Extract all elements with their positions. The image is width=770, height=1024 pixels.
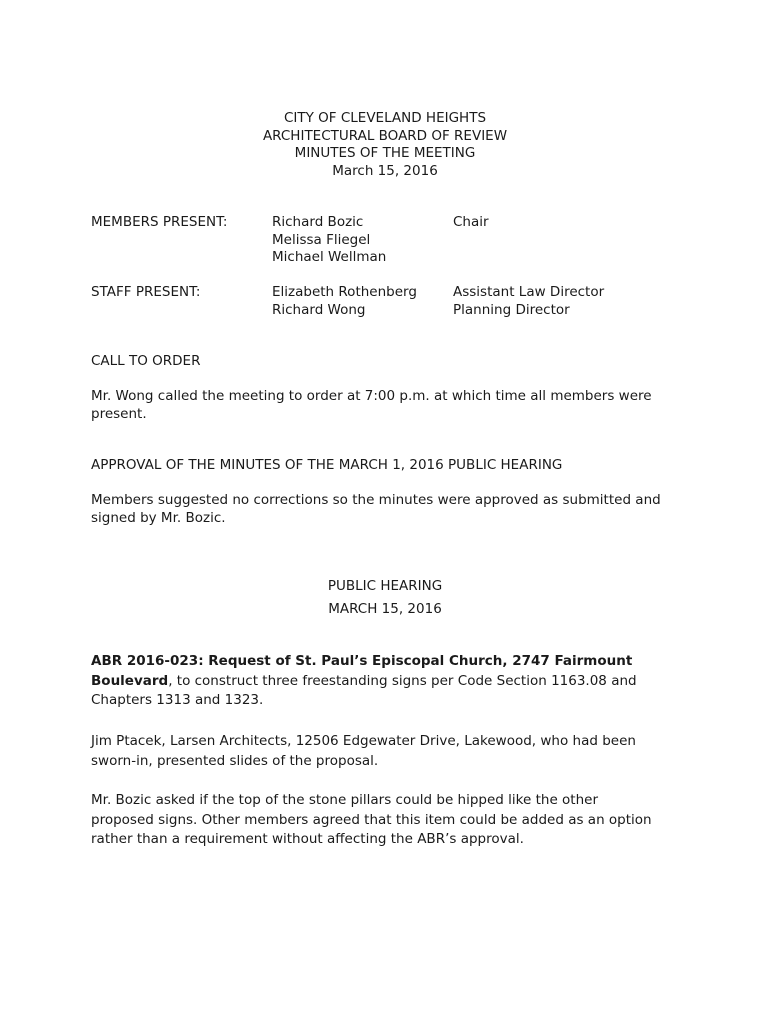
presentation-paragraph	[91, 732, 691, 771]
call-to-order-text	[91, 388, 691, 423]
text-line: Jim Ptacek, Larsen Architects, 12506 Edgewater Drive, Lakewood, who had been	[91, 733, 636, 749]
city-name: CITY OF CLEVELAND HEIGHTS	[283, 110, 487, 126]
case-title-end: Boulevard	[91, 672, 169, 689]
approval-heading: APPROVAL OF THE MINUTES OF THE MARCH 1, 2016 PUBLIC HEARING	[91, 457, 563, 473]
member-role: Chair	[453, 214, 489, 230]
text-line: rather than a requirement without affecting the ABR’s approval.	[91, 831, 524, 847]
call-to-order-heading: CALL TO ORDER	[91, 353, 201, 369]
board-name: ARCHITECTURAL BOARD OF REVIEW	[262, 127, 508, 144]
members-present-label: MEMBERS PRESENT:	[91, 214, 228, 230]
staff-role: Assistant Law Director	[453, 284, 605, 300]
staff-name: Elizabeth Rothenberg	[272, 284, 417, 300]
staff-present-label: STAFF PRESENT:	[91, 284, 201, 300]
text-line: present.	[91, 405, 147, 422]
discussion-paragraph	[91, 791, 691, 850]
meeting-date: March 15, 2016	[332, 162, 438, 179]
document-title: MINUTES OF THE MEETING	[294, 145, 476, 161]
staff-role: Planning Director	[453, 301, 570, 318]
case-description: , to construct three freestanding signs per Code Section 1163.08 and	[168, 672, 637, 689]
case-title: ABR 2016-023: Request of St. Paul’s Episcopal Church, 2747 Fairmount	[91, 653, 633, 669]
text-line: sworn-in, presented slides of the proposal.	[91, 752, 379, 769]
approval-text	[91, 492, 691, 527]
member-name: Michael Wellman	[272, 249, 387, 265]
text-line: Members suggested no corrections so the minutes were approved as submitted and	[91, 492, 661, 508]
staff-roles	[453, 284, 604, 319]
staff-name: Richard Wong	[272, 301, 366, 318]
text-line: signed by Mr. Bozic.	[91, 509, 226, 526]
case-title-line	[91, 672, 691, 692]
text-line: Mr. Bozic asked if the top of the stone pillars could be hipped like the other	[91, 792, 599, 808]
case-title-line	[91, 652, 691, 672]
member-name: Melissa Fliegel	[272, 231, 371, 248]
staff-names	[272, 284, 417, 319]
public-hearing-title: PUBLIC HEARING	[327, 578, 443, 594]
text-line: proposed signs. Other members agreed that this item could be added as an option	[91, 811, 652, 828]
members-roles	[453, 214, 489, 232]
text-line: Chapters 1313 and 1323.	[91, 692, 264, 708]
public-hearing-date: MARCH 15, 2016	[328, 601, 442, 617]
case-paragraph	[91, 652, 691, 711]
text-line: Mr. Wong called the meeting to order at 7:00 p.m. at which time all members were	[91, 388, 652, 404]
members-names	[272, 214, 386, 267]
document-header	[0, 110, 770, 180]
member-name: Richard Bozic	[272, 214, 364, 230]
